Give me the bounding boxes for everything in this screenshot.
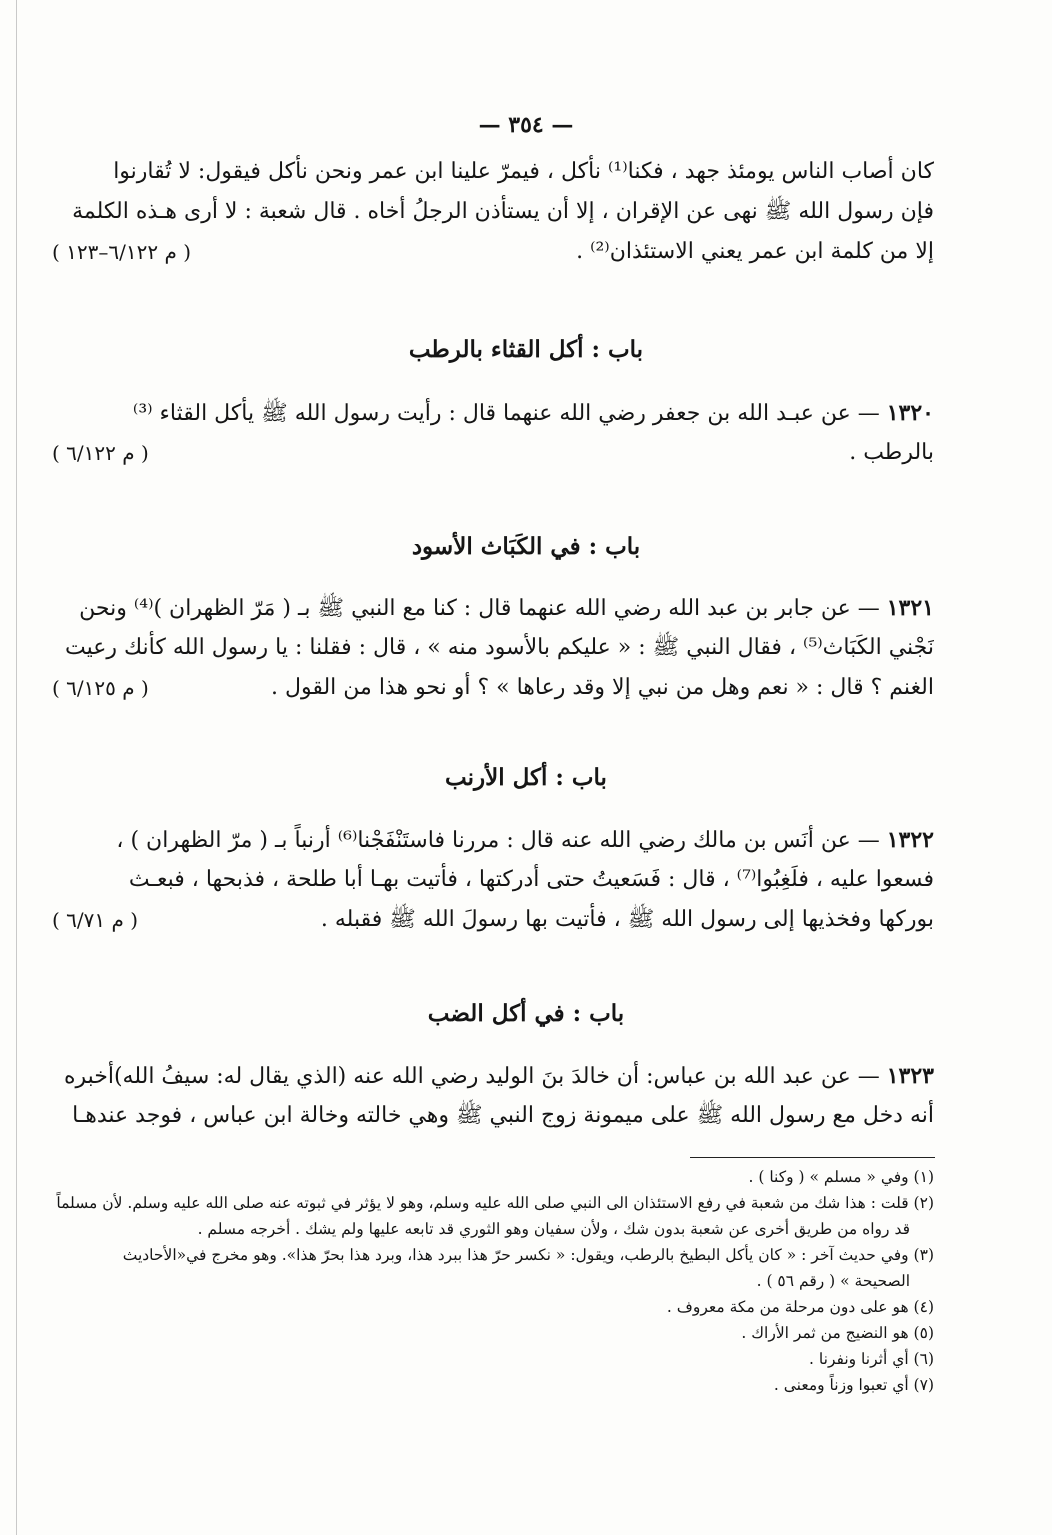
text-line-content: — عن عبد الله بن عباس: أن خالدَ بنَ الوليد رضي الله عنه (الذي يقال له: سيفُ الله)أخبره <box>63 1064 880 1089</box>
footnote-3-continued: الصحيحة » ( رقم ٥٦ ) . <box>756 1272 910 1290</box>
hadith-number: ١٣٢٣ <box>886 1063 934 1089</box>
footnote-2: (٢) قلت : هذا شك من شعبة في رفع الاستئذان الى النبي صلى الله عليه وسلم، وهو لا يؤثر في ثبوته عنه صلى الله عليه وسلم. لأن مسلماً <box>56 1194 934 1212</box>
footnote-6: (٦) أي أثرنا ونفرنا . <box>809 1350 934 1368</box>
source-reference: ( م ٦/٧١ ) <box>52 908 139 932</box>
hadith-1323 <box>52 1056 934 1136</box>
text-line <box>52 1056 934 1096</box>
footnote-1: (١) وفي « مسلم » ( وكنا ) . <box>748 1168 934 1186</box>
footnote-4: (٤) هو على دون مرحلة من مكة معروف . <box>666 1298 934 1316</box>
source-reference: ( م ٦/١٢٥ ) <box>52 676 149 700</box>
hadith-1322 <box>52 820 934 940</box>
hadith-1320 <box>52 393 934 473</box>
text-line-content: — عن عبـد الله بن جعفر رضي الله عنهما قال : رأيت رسول الله ﷺ يأكل القثاء ⁽³⁾ <box>132 401 880 426</box>
footnote-5: (٥) هو النضيج من ثمر الأراك . <box>741 1324 934 1342</box>
text-line <box>52 393 934 433</box>
text-line: أنه دخل مع رسول الله ﷺ على ميمونة زوج النبي ﷺ وهي خالته وخالة ابن عباس ، فوجد عندهـا <box>72 1103 934 1128</box>
footnotes <box>52 1164 934 1398</box>
text-line-content: الغنم ؟ قال : « نعم وهل من نبي إلا وقد رعاها » ؟ أو نحو هذا من القول . <box>271 675 934 700</box>
intro-paragraph <box>52 152 934 272</box>
text-line <box>52 900 934 940</box>
text-line-content: بوركها وفخذيها إلى رسول الله ﷺ ، فأتيت بها رسولَ الله ﷺ فقبله . <box>320 907 934 932</box>
hadith-number: ١٣٢٠ <box>886 400 934 426</box>
text-line-content: — عن أنَس بن مالك رضي الله عنه قال : مررنا فاستَنْفَجْنا⁽⁶⁾ أرنباً بـ ( مرّ الظهران ) ، <box>116 828 880 853</box>
text-line-content: — عن جابر بن عبد الله رضي الله عنهما قال : كنا مع النبي ﷺ بـ ( مَرّ الظهران )⁽⁴⁾ ونحن <box>79 596 880 621</box>
footnote-2-continued: قد رواه من طريق أخرى عن شعبة بدون شك ، ولأن سفيان وهو الثوري قد تابعه عليها ولم يشك . أخرجه مسلم . <box>197 1220 910 1238</box>
text-line: فإن رسول الله ﷺ نهى عن الإقران ، إلا أن يستأذن الرجلُ أخاه . قال شعبة : لا أرى هـذه الكلمة <box>72 199 934 224</box>
text-line <box>52 588 934 628</box>
source-reference: ( م ٦/١٢٢–١٢٣ ) <box>52 240 192 264</box>
text-line: نَجْني الكَبَاث⁽⁵⁾ ، فقال النبي ﷺ : « عليكم بالأسود منه » ، قال : فقلنا : يا رسول الله كأنك رعيت <box>65 635 934 660</box>
source-reference: ( م ٦/١٢٢ ) <box>52 441 149 465</box>
hadith-number: ١٣٢١ <box>886 595 934 621</box>
chapter-heading: باب : في أكل الضب <box>427 1000 625 1027</box>
text-line <box>52 232 934 272</box>
text-line: فسعوا عليه ، فلَغِبُوا⁽⁷⁾ ، قال : فَسَعيتُ حتى أدركتها ، فأتيت بهـا أبا طلحة ، فذبحها ، فبعـث <box>128 867 934 892</box>
page-number: — ٣٥٤ — <box>478 112 574 138</box>
text-line-content: بالرطب . <box>849 440 934 465</box>
footnote-7: (٧) أي تعبوا وزناً ومعنى . <box>773 1376 934 1394</box>
hadith-1321 <box>52 588 934 708</box>
footnote-separator <box>690 1157 935 1158</box>
text-line <box>52 668 934 708</box>
chapter-heading: باب : أكل القثاء بالرطب <box>408 336 644 363</box>
footnote-3: (٣) وفي حديث آخر : « كان يأكل البطيخ بالرطب، ويقول: « نكسر حرّ هذا ببرد هذا، وبرد هذا بحرّ هذا». وهو مخرج في«الأحاديث <box>122 1246 934 1264</box>
chapter-heading: باب : في الكَبَاث الأسود <box>411 533 641 560</box>
text-line <box>52 433 934 473</box>
text-line: كان أصاب الناس يومئذ جهد ، فكنا⁽¹⁾ نأكل ، فيمرّ علينا ابن عمر ونحن نأكل فيقول: لا تُقارنوا <box>113 159 934 184</box>
text-line-content: إلا من كلمة ابن عمر يعني الاستئذان⁽²⁾ . <box>576 239 934 264</box>
chapter-heading: باب : أكل الأرنب <box>445 764 607 791</box>
hadith-number: ١٣٢٢ <box>886 827 934 853</box>
text-line <box>52 820 934 860</box>
